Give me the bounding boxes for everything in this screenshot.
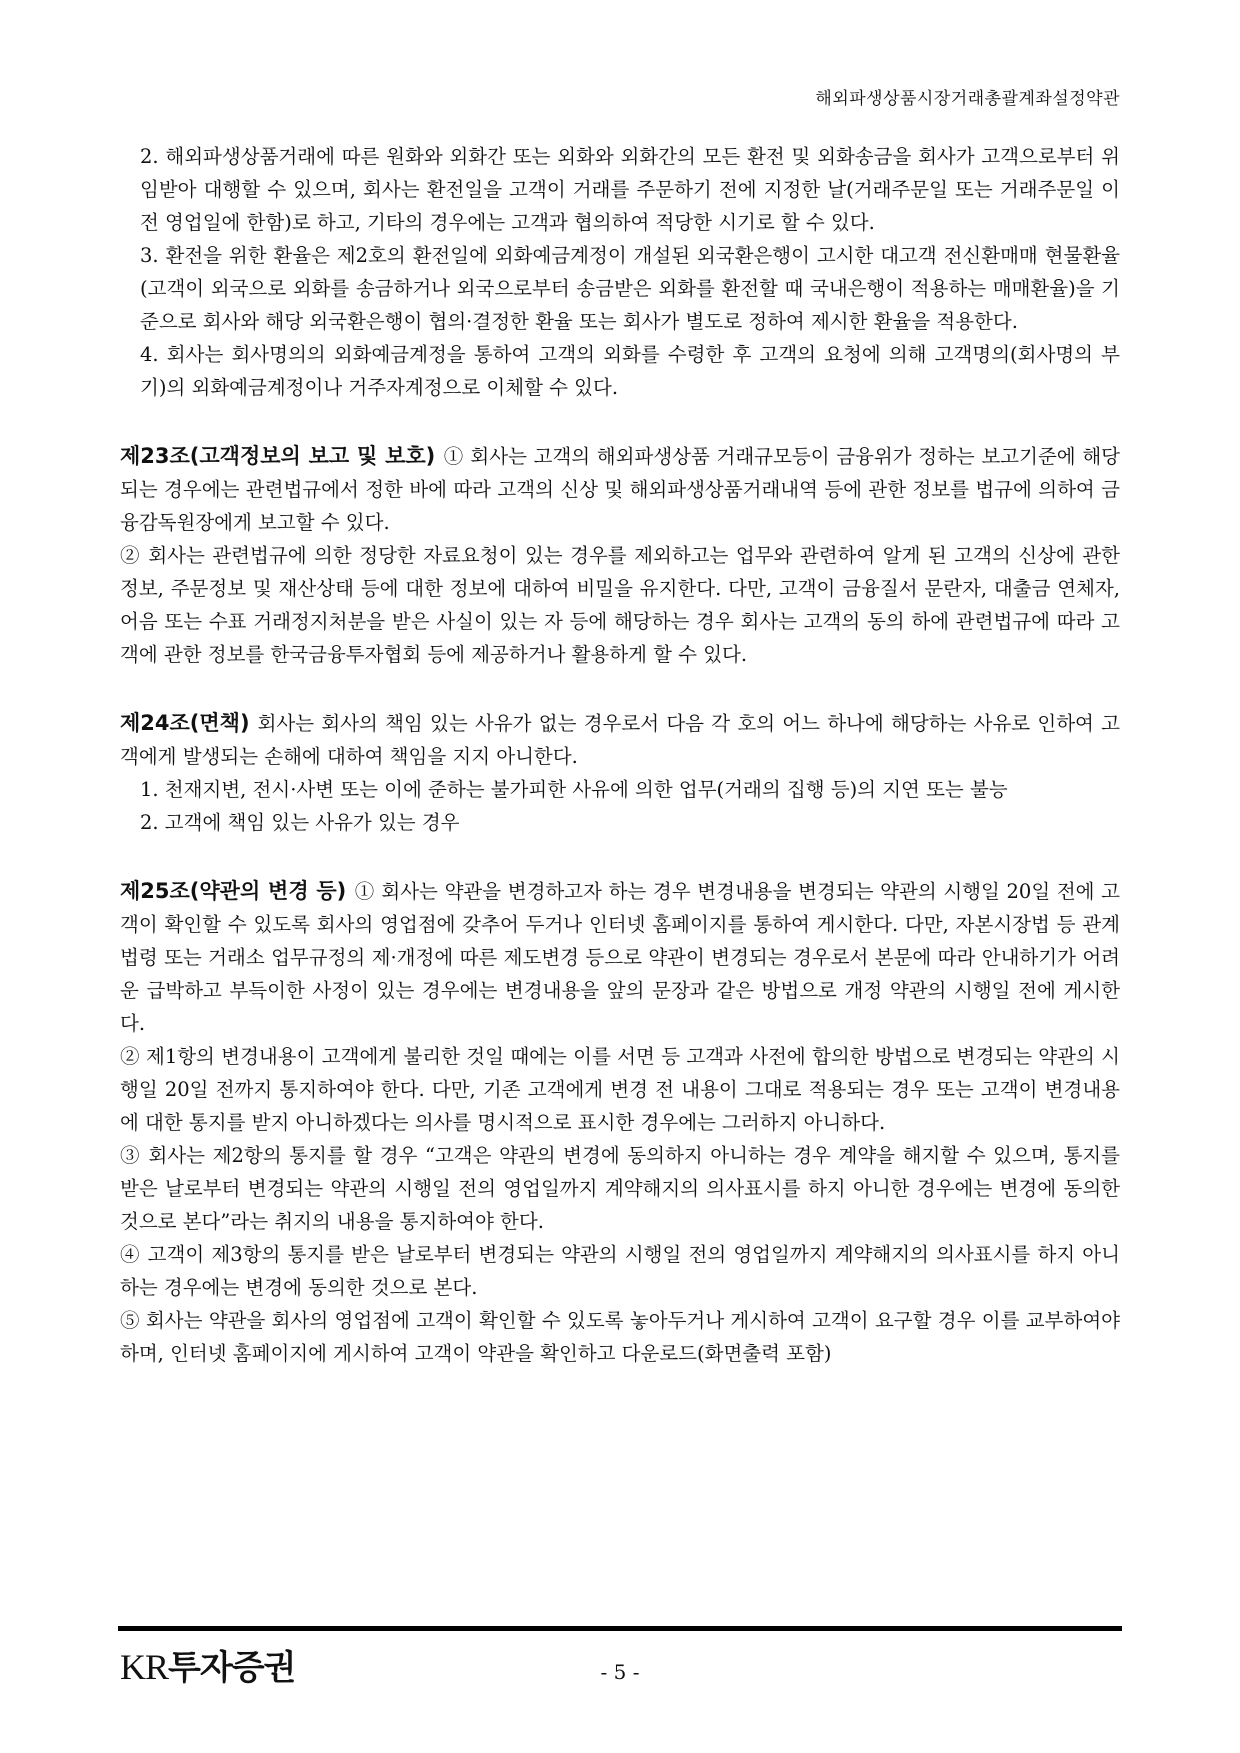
document-header-title: 해외파생상품시장거래총괄계좌설정약관: [815, 89, 1120, 109]
article-23-paragraph-1: ① 회사는 고객의 해외파생상품 거래규모등이 금융위가 정하는 보고기준에 해당되는 경우에는 관련법규에서 정한 바에 따라 고객의 신상 및 해외파생상품거래내역 등에 관한 정보를 법규에 의하여 금융감독원장에게 보고할 수 있다.: [120, 445, 1120, 534]
article-25-paragraph-2: ② 제1항의 변경내용이 고객에게 불리한 것일 때에는 이를 서면 등 고객과 사전에 합의한 방법으로 변경되는 약관의 시행일 20일 전까지 통지하여야 한다. 다만, 기존 고객에게 변경 전 내용이 그대로 적용되는 경우 또는 고객이 변경내용에 대한 통지를 받지 아니하겠다는 의사를 명시적으로 표시한 경우에는 그러하지 아니하다.: [120, 1045, 1120, 1134]
article-24-title: 제24조(면책): [120, 711, 250, 735]
article-24: [120, 707, 1120, 839]
footer-divider: [118, 1626, 1122, 1631]
article-25-paragraph-3: ③ 회사는 제2항의 통지를 할 경우 “고객은 약관의 변경에 동의하지 아니하는 경우 계약을 해지할 수 있으며, 통지를 받은 날로부터 변경되는 약관의 시행일 전의 영업일까지 계약해지의 의사표시를 하지 아니한 경우에는 변경에 동의한 것으로 본다”라는 취지의 내용을 통지하여야 한다.: [120, 1144, 1120, 1233]
article-25-paragraph-1: ① 회사는 약관을 변경하고자 하는 경우 변경내용을 변경되는 약관의 시행일 20일 전에 고객이 확인할 수 있도록 회사의 영업점에 갖추어 두거나 인터넷 홈페이지를 통하여 게시한다. 다만, 자본시장법 등 관계법령 또는 거래소 업무규정의 제·개정에 따른 제도변경 등으로 약관이 변경되는 경우로서 본문에 따라 안내하기가 어려운 급박하고 부득이한 사정이 있는 경우에는 변경내용을 앞의 문장과 같은 방법으로 개정 약관의 시행일 전에 게시한다.: [120, 880, 1120, 1035]
article-23-title: 제23조(고객정보의 보고 및 보호): [120, 444, 436, 468]
article-25-paragraph-5: ⑤ 회사는 약관을 회사의 영업점에 고객이 확인할 수 있도록 놓아두거나 게시하여 고객이 요구할 경우 이를 교부하여야 하며, 인터넷 홈페이지에 게시하여 고객이 약관을 확인하고 다운로드(화면출력 포함): [120, 1309, 1120, 1365]
intro-item-3: 3. 환전을 위한 환율은 제2호의 환전일에 외화예금계정이 개설된 외국환은행이 고시한 대고객 전신환매매 현물환율(고객이 외국으로 외화를 송금하거나 외국으로부터 송금받은 외화를 환전할 때 국내은행이 적용하는 매매환율)을 기준으로 회사와 해당 외국환은행이 협의·결정한 환율 또는 회사가 별도로 정하여 제시한 환율을 적용한다.: [140, 244, 1120, 333]
document-body: [120, 140, 1120, 1370]
article-24-item-2: 2. 고객에 책임 있는 사유가 있는 경우: [140, 811, 460, 834]
intro-item-4: 4. 회사는 회사명의의 외화예금계정을 통하여 고객의 외화를 수령한 후 고객의 요청에 의해 고객명의(회사명의 부기)의 외화예금계정이나 거주자계정으로 이체할 수 있다.: [140, 343, 1120, 399]
article-23-paragraph-2: ② 회사는 관련법규에 의한 정당한 자료요청이 있는 경우를 제외하고는 업무와 관련하여 알게 된 고객의 신상에 관한 정보, 주문정보 및 재산상태 등에 대한 정보에 대하여 비밀을 유지한다. 다만, 고객이 금융질서 문란자, 대출금 연체자, 어음 또는 수표 거래정지처분을 받은 사실이 있는 자 등에 해당하는 경우 회사는 고객의 동의 하에 관련법규에 따라 고객에 관한 정보를 한국금융투자협회 등에 제공하거나 활용하게 할 수 있다.: [120, 544, 1120, 666]
article-25-paragraph-4: ④ 고객이 제3항의 통지를 받은 날로부터 변경되는 약관의 시행일 전의 영업일까지 계약해지의 의사표시를 하지 아니하는 경우에는 변경에 동의한 것으로 본다.: [120, 1243, 1120, 1299]
intro-item-2: 2. 해외파생상품거래에 따른 원화와 외화간 또는 외화와 외화간의 모든 환전 및 외화송금을 회사가 고객으로부터 위임받아 대행할 수 있으며, 회사는 환전일을 고객이 거래를 주문하기 전에 지정한 날(거래주문일 또는 거래주문일 이전 영업일에 한함)로 하고, 기타의 경우에는 고객과 협의하여 적당한 시기로 할 수 있다.: [140, 145, 1120, 234]
page-number: - 5 -: [600, 1660, 640, 1684]
article-25: [120, 875, 1120, 1370]
logo-latin-text: KR: [120, 1647, 169, 1687]
article-24-paragraph-1: 회사는 회사의 책임 있는 사유가 없는 경우로서 다음 각 호의 어느 하나에 해당하는 사유로 인하여 고객에게 발생되는 손해에 대하여 책임을 지지 아니한다.: [120, 712, 1120, 768]
article-23: [120, 440, 1120, 671]
logo-korean-text: 투자증권: [168, 1648, 296, 1688]
article-25-title: 제25조(약관의 변경 등): [120, 879, 347, 903]
article-24-item-1: 1. 천재지변, 전시·사변 또는 이에 준하는 불가피한 사유에 의한 업무(거래의 집행 등)의 지연 또는 불능: [140, 778, 1008, 801]
